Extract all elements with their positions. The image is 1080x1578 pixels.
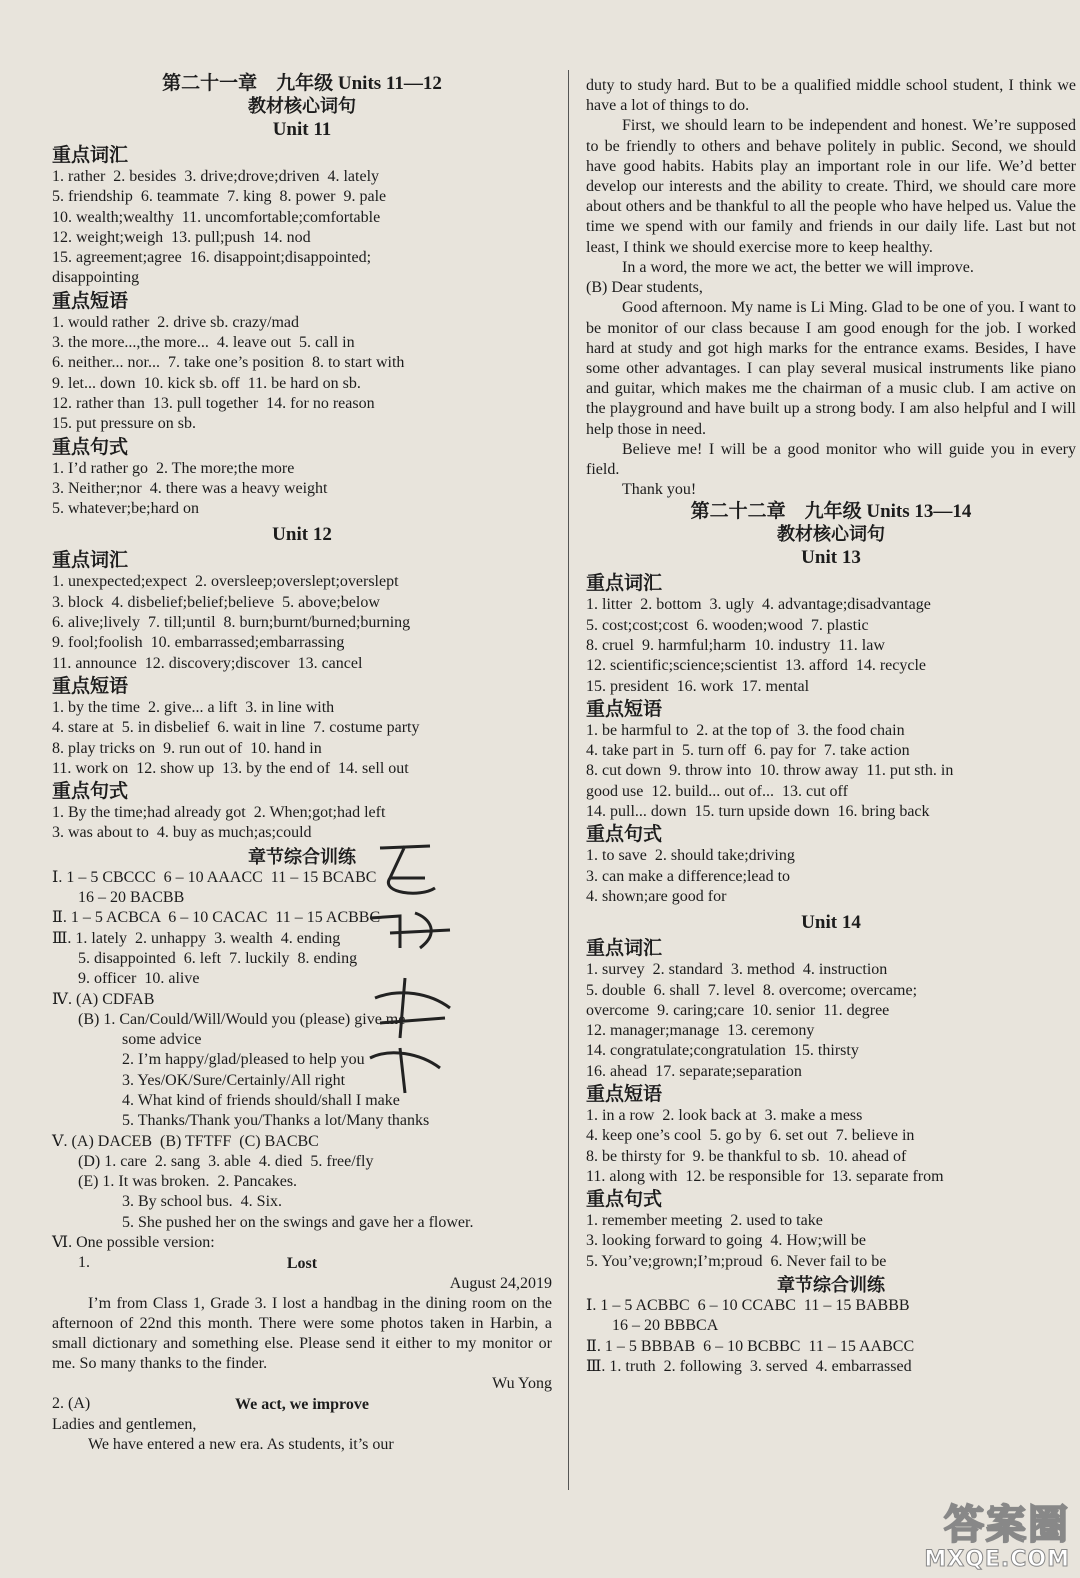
column-divider bbox=[568, 70, 569, 1490]
phrase-list bbox=[586, 1106, 1076, 1187]
vocab-line: 3. block 4. disbelief;belief;believe 5. above;below bbox=[52, 593, 380, 611]
section-subtitle: 教材核心词句 bbox=[777, 524, 885, 545]
essay-body: Believe me! I will be a good monitor who will guide you in every field. bbox=[586, 440, 1076, 478]
phrase-line: 11. work on 12. show up 13. by the end of 14. sell out bbox=[52, 759, 409, 777]
sentence-heading: 重点句式 bbox=[52, 781, 129, 803]
phrase-line: 11. along with 12. be responsible for 13. separate from bbox=[586, 1167, 944, 1185]
vocab-list bbox=[586, 960, 1076, 1082]
phrase-heading: 重点短语 bbox=[586, 698, 663, 720]
answer-line: 9. officer 10. alive bbox=[78, 970, 200, 988]
sentence-heading: 重点句式 bbox=[586, 1189, 663, 1211]
essay-greeting: Ladies and gentlemen, bbox=[52, 1415, 197, 1433]
essay-title: We act, we improve bbox=[235, 1395, 369, 1413]
essay-closing: Thank you! bbox=[622, 481, 697, 499]
phrase-heading: 重点短语 bbox=[52, 675, 129, 697]
vocab-heading: 重点词汇 bbox=[52, 145, 129, 166]
vocab-heading: 重点词汇 bbox=[52, 550, 129, 572]
unit-title: Unit 11 bbox=[272, 119, 332, 140]
phrase-line: 1. be harmful to 2. at the top of 3. the food chain bbox=[586, 721, 905, 739]
phrase-line: 9. let... down 10. kick sb. off 11. be hard on sb. bbox=[52, 374, 361, 392]
essay-number: 1. bbox=[78, 1254, 90, 1272]
essay-number: 2. (A) bbox=[52, 1395, 91, 1413]
sentence-line: 4. shown;are good for bbox=[586, 887, 727, 905]
vocab-heading: 重点词汇 bbox=[586, 573, 663, 595]
sentence-heading: 重点句式 bbox=[586, 824, 663, 846]
phrase-list bbox=[52, 698, 552, 779]
vocab-line: 1. unexpected;expect 2. oversleep;overslept;overslept bbox=[52, 573, 399, 591]
chapter-title: 第二十二章 九年级 Units 13—14 bbox=[690, 501, 972, 523]
answer-line: (D) 1. care 2. sang 3. able 4. died 5. free/fly bbox=[78, 1152, 374, 1170]
vocab-line: 5. double 6. shall 7. level 8. overcome; overcame; bbox=[586, 981, 918, 999]
vocab-line: 6. alive;lively 7. till;until 8. burn;burnt/burned;burning bbox=[52, 614, 411, 632]
phrase-line: 1. in a row 2. look back at 3. make a mess bbox=[586, 1107, 863, 1124]
essay-body: First, we should learn to be independent and honest. We’re supposed to be friendly to others and behave politely in public. Second, we should have good habits. Habits play an important role in our life. We’d better develop our interests and the ability to create. Third, we should care more about others and be thankful to all the people who have helped us. Value the time we spend with our family and friends in our daily life. Last but not least, I think we should exercise more to keep healthy. bbox=[586, 117, 1076, 256]
answer-line: 3. Yes/OK/Sure/Certainly/All right bbox=[122, 1071, 346, 1089]
sentence-heading: 重点句式 bbox=[52, 436, 129, 458]
training-title: 章节综合训练 bbox=[777, 1275, 885, 1296]
answer-line: 16 – 20 BBBCA bbox=[612, 1317, 719, 1335]
phrase-line: 1. would rather 2. drive sb. crazy/mad bbox=[52, 313, 300, 331]
sentence-line: 1. to save 2. should take;driving bbox=[586, 847, 795, 865]
phrase-line: good use 12. build... out of... 13. cut off bbox=[586, 782, 848, 800]
sentence-line: 5. whatever;be;hard on bbox=[52, 500, 200, 518]
section-subtitle: 教材核心词句 bbox=[248, 96, 356, 116]
training-answers bbox=[52, 868, 552, 1254]
phrase-heading: 重点短语 bbox=[52, 290, 129, 312]
sentence-list bbox=[52, 803, 552, 844]
answer-line: Ⅱ. 1 – 5 ACBCA 6 – 10 CACAC 11 – 15 ACBBC bbox=[52, 909, 381, 927]
essay-body: I’m from Class 1, Grade 3. I lost a handbag in the dining room on the afternoon of 22nd this month. There were some photos taken in Harbin, a small dictionary and something else. Please send it either to my monitor or me. So many thanks to the finder. bbox=[52, 1294, 552, 1373]
vocab-line: 12. weight;weigh 13. pull;push 14. nod bbox=[52, 228, 311, 246]
chapter-title: 第二十一章 九年级 Units 11—12 bbox=[162, 73, 442, 94]
unit-title: Unit 12 bbox=[272, 524, 332, 546]
phrase-list bbox=[586, 721, 1076, 822]
vocab-line: 12. manager;manage 13. ceremony bbox=[586, 1022, 815, 1040]
answer-line: Ⅰ. 1 – 5 ACBBC 6 – 10 CCABC 11 – 15 BABBB bbox=[586, 1297, 910, 1315]
vocab-list bbox=[52, 572, 552, 673]
sentence-line: 3. Neither;nor 4. there was a heavy weight bbox=[52, 479, 328, 497]
watermark-logo: 答案圈 bbox=[944, 1502, 1070, 1548]
vocab-line: 5. friendship 6. teammate 7. king 8. power 9. pale bbox=[52, 188, 387, 206]
sentence-list bbox=[52, 459, 552, 520]
phrase-line: 8. play tricks on 9. run out of 10. hand in bbox=[52, 739, 322, 757]
vocab-line: overcome 9. caring;care 10. senior 11. degree bbox=[586, 1001, 890, 1019]
phrase-line: 4. stare at 5. in disbelief 6. wait in line 7. costume party bbox=[52, 719, 420, 737]
vocab-line: 9. fool;foolish 10. embarrassed;embarrassing bbox=[52, 634, 345, 652]
answer-line: Ⅱ. 1 – 5 BBBAB 6 – 10 BCBBC 11 – 15 AABCC bbox=[586, 1337, 915, 1355]
vocab-line: 1. survey 2. standard 3. method 4. instruction bbox=[586, 961, 888, 979]
essay-body: Good afternoon. My name is Li Ming. Glad to be one of you. I want to be monitor of our class because I am good enough for the job. I worked hard at study and got high marks for the entrance exams. Besides, I have some other advantages. I can play several musical instruments like piano and guitar, which makes me the chairman of a music club. I am active on the playground and have built up a strong body. I am also helpful and I will help those in need. bbox=[586, 299, 1076, 438]
sentence-line: 3. looking forward to going 4. How;will be bbox=[586, 1232, 866, 1250]
vocab-list bbox=[586, 595, 1076, 696]
essay-greeting: (B) Dear students, bbox=[586, 279, 703, 297]
unit-title: Unit 13 bbox=[801, 547, 861, 569]
phrase-line: 14. pull... down 15. turn upside down 16. bring back bbox=[586, 803, 930, 821]
sentence-line: 1. By the time;had already got 2. When;got;had left bbox=[52, 804, 386, 822]
answer-line: 3. By school bus. 4. Six. bbox=[122, 1193, 283, 1211]
vocab-line: 1. rather 2. besides 3. drive;drove;driven 4. lately bbox=[52, 168, 380, 185]
sentence-line: 5. You’ve;grown;I’m;proud 6. Never fail to be bbox=[586, 1252, 887, 1270]
phrase-line: 1. by the time 2. give... a lift 3. in line with bbox=[52, 698, 335, 716]
sentence-line: 1. remember meeting 2. used to take bbox=[586, 1212, 823, 1230]
left-column bbox=[52, 66, 552, 1455]
right-column bbox=[586, 76, 1076, 1377]
unit-title: Unit 14 bbox=[801, 912, 861, 934]
vocab-line: 15. president 16. work 17. mental bbox=[586, 677, 810, 695]
phrase-line: 8. be thirsty for 9. be thankful to sb. 10. ahead of bbox=[586, 1147, 907, 1165]
sentence-list bbox=[586, 1211, 1076, 1272]
sentence-list bbox=[586, 846, 1076, 907]
vocab-line: 15. agreement;agree 16. disappoint;disappointed; bbox=[52, 249, 372, 267]
answer-line: Ⅲ. 1. truth 2. following 3. served 4. embarrassed bbox=[586, 1357, 912, 1375]
vocab-line: 16. ahead 17. separate;separation bbox=[586, 1062, 802, 1080]
essay-date: August 24,2019 bbox=[449, 1274, 552, 1292]
training-answers bbox=[586, 1296, 1076, 1377]
phrase-line: 15. put pressure on sb. bbox=[52, 415, 196, 433]
answer-line: 5. Thanks/Thank you/Thanks a lot/Many thanks bbox=[122, 1112, 430, 1130]
answer-line: (E) 1. It was broken. 2. Pancakes. bbox=[78, 1173, 298, 1191]
essay-signature: Wu Yong bbox=[492, 1375, 552, 1393]
vocab-line: 14. congratulate;congratulation 15. thirsty bbox=[586, 1042, 859, 1060]
answer-line: Ⅲ. 1. lately 2. unhappy 3. wealth 4. ending bbox=[52, 929, 341, 947]
answer-line: 4. What kind of friends should/shall I make bbox=[122, 1091, 400, 1109]
phrase-heading: 重点短语 bbox=[586, 1084, 663, 1105]
watermark bbox=[924, 1503, 1070, 1572]
answer-line: Ⅴ. (A) DACEB (B) TFTFF (C) BACBC bbox=[52, 1132, 319, 1150]
answer-line: 5. She pushed her on the swings and gave her a flower. bbox=[122, 1213, 474, 1231]
phrase-line: 8. cut down 9. throw into 10. throw away 11. put sth. in bbox=[586, 762, 954, 780]
essay-body: In a word, the more we act, the better we will improve. bbox=[622, 258, 974, 276]
training-title: 章节综合训练 bbox=[248, 846, 356, 867]
phrase-line: 6. neither... nor... 7. take one’s position 8. to start with bbox=[52, 354, 405, 372]
answer-line: Ⅳ. (A) CDFAB bbox=[52, 990, 155, 1008]
essay-body: duty to study hard. But to be a qualified middle school student, I think we have a lot of things to do. bbox=[586, 77, 1076, 115]
essay-body: We have entered a new era. As students, it’s our bbox=[88, 1436, 394, 1454]
vocab-line: disappointing bbox=[52, 269, 140, 287]
phrase-line: 12. rather than 13. pull together 14. for no reason bbox=[52, 394, 375, 412]
vocab-line: 11. announce 12. discovery;discover 13. cancel bbox=[52, 654, 363, 672]
answer-line: Ⅵ. One possible version: bbox=[52, 1234, 215, 1252]
answer-line: 5. disappointed 6. left 7. luckily 8. ending bbox=[78, 949, 358, 967]
vocab-line: 12. scientific;science;scientist 13. afford 14. recycle bbox=[586, 657, 927, 675]
answer-line: Ⅰ. 1 – 5 CBCCC 6 – 10 AAACC 11 – 15 BCABC bbox=[52, 868, 377, 886]
vocab-line: 5. cost;cost;cost 6. wooden;wood 7. plastic bbox=[586, 616, 869, 634]
handwriting-scribble bbox=[360, 838, 470, 1098]
sentence-line: 3. was about to 4. buy as much;as;could bbox=[52, 824, 312, 842]
vocab-heading: 重点词汇 bbox=[586, 938, 663, 960]
sentence-line: 1. I’d rather go 2. The more;the more bbox=[52, 459, 295, 477]
answer-line: 16 – 20 BACBB bbox=[78, 889, 185, 907]
vocab-list bbox=[52, 167, 552, 289]
essay-title: Lost bbox=[286, 1254, 318, 1272]
answer-line: 2. I’m happy/glad/pleased to help you bbox=[122, 1051, 365, 1069]
answer-line: some advice bbox=[122, 1031, 202, 1049]
vocab-line: 10. wealth;wealthy 11. uncomfortable;comfortable bbox=[52, 208, 381, 226]
phrase-line: 4. keep one’s cool 5. go by 6. set out 7. believe in bbox=[586, 1127, 915, 1145]
vocab-line: 1. litter 2. bottom 3. ugly 4. advantage;disadvantage bbox=[586, 596, 931, 614]
phrase-line: 3. the more...,the more... 4. leave out 5. call in bbox=[52, 334, 355, 352]
phrase-list bbox=[52, 313, 552, 435]
phrase-line: 4. take part in 5. turn off 6. pay for 7. take action bbox=[586, 742, 910, 760]
sentence-line: 3. can make a difference;lead to bbox=[586, 867, 791, 885]
answer-line: (B) 1. Can/Could/Will/Would you (please) give me bbox=[78, 1010, 406, 1028]
watermark-url: MXQE.COM bbox=[924, 1547, 1070, 1572]
vocab-line: 8. cruel 9. harmful;harm 10. industry 11. law bbox=[586, 636, 885, 654]
